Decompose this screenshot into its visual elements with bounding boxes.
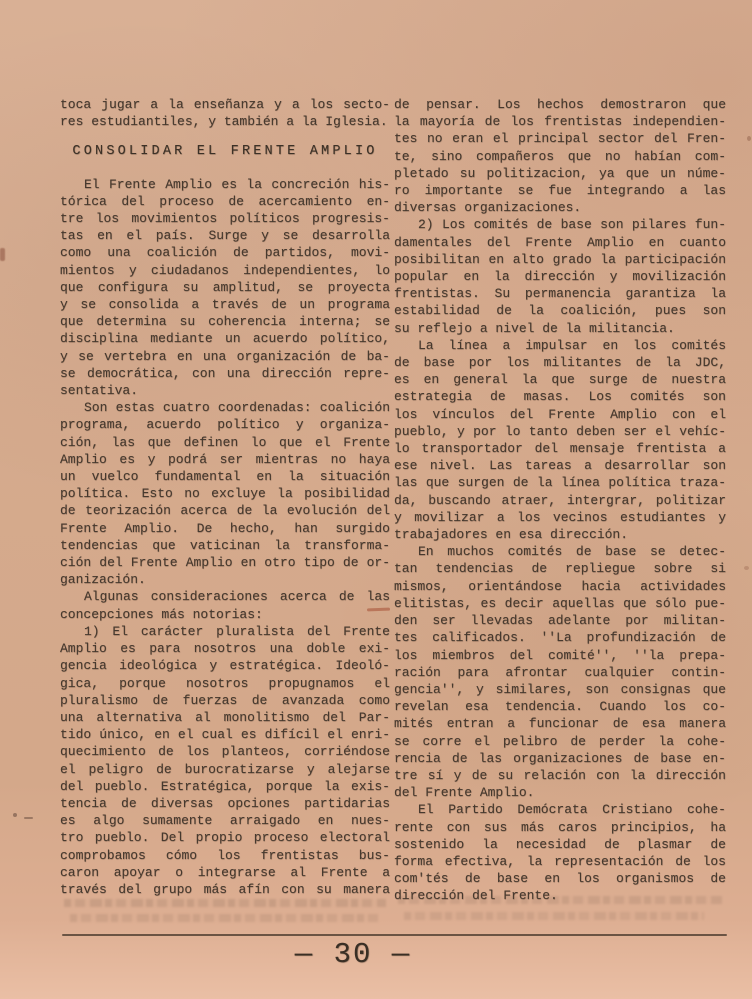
text-line: ración para afrontar cualquier contin- <box>394 664 726 680</box>
text-line: sostenido la necesidad de plasmar de <box>394 836 726 852</box>
text-line: gencia'', y similares, son consignas que <box>394 681 726 697</box>
text-line: los miembros del comité'', ''la prepa- <box>394 647 726 663</box>
text-line: las que surgen de la línea política traza- <box>394 475 726 491</box>
text-line: través del grupo más afín con su manera <box>60 881 390 897</box>
text-line: Son estas cuatro coordenadas: coalición <box>84 400 390 416</box>
text-column-right <box>394 96 726 905</box>
text-line: frentistas. Su permanencia garantiza la <box>394 286 726 302</box>
text-line: la mayoría de los frentistas independien- <box>394 114 726 130</box>
text-line: tan tendencias de repliegue sobre si <box>394 561 726 577</box>
text-line: tes no eran el principal sector del Fren- <box>394 131 726 147</box>
text-line: concepciones más notorias: <box>60 606 263 622</box>
text-line: mismos, orientándose hacia actividades <box>394 578 726 594</box>
text-line: los vínculos del Frente Amplio con el <box>394 406 726 422</box>
ink-speck <box>24 817 33 819</box>
text-line: Algunas consideraciones acerca de las <box>84 589 390 605</box>
text-line: Amplio es y podrá ser mientras no haya <box>60 451 390 467</box>
text-line: 2) Los comités de base son pilares fun- <box>418 217 726 233</box>
text-line: de base por los militantes de la JDC, <box>394 355 726 371</box>
text-line: damentales del Frente Amplio en cuanto <box>394 234 726 250</box>
text-line: elitistas, es decir aquellas que sólo pue- <box>394 595 726 611</box>
text-line: dirección del Frente. <box>394 888 558 904</box>
text-line: tre sí y de su relación con la dirección <box>394 767 726 783</box>
bleedthrough-text <box>398 896 722 904</box>
text-line: estrategia de masas. Los comités son <box>394 389 726 405</box>
text-line: un vuelco fundamental en la situación <box>60 469 390 485</box>
text-line: gica, porque nosotros propugnamos el <box>60 675 390 691</box>
text-line: La línea a impulsar en los comités <box>418 337 726 353</box>
text-line: tendencias que vaticinan la transforma- <box>60 537 390 553</box>
text-line: de pensar. Los hechos demostraron que <box>394 97 726 112</box>
bleedthrough-text <box>404 912 704 920</box>
text-line: trabajadores en esa dirección. <box>394 527 629 543</box>
page-number: — 30 — <box>294 938 412 971</box>
ink-speck <box>13 813 17 817</box>
text-line: tido único, en el cual es difícil el enri- <box>60 727 390 743</box>
text-line: una alternativa al monolitismo del Par- <box>60 709 390 725</box>
text-line: se democrática, con una dirección repre- <box>60 365 390 381</box>
ink-speck <box>744 566 749 570</box>
text-line: como una coalición de partidos, movi- <box>60 245 390 261</box>
text-line: tre los movimientos políticos progresis- <box>60 211 390 227</box>
text-line: caron apoyar o integrarse al Frente a <box>60 864 390 880</box>
text-line: el peligro de burocratizarse y alejarse <box>60 761 390 777</box>
text-line: toca jugar a la enseñanza y a los secto- <box>60 97 390 112</box>
text-line: posibilitan en alto grado la participación <box>394 251 726 267</box>
text-line: pueblo, y por lo tanto deben ser el vehíc- <box>394 423 726 439</box>
text-line: que configura su amplitud, se proyecta <box>60 279 390 295</box>
text-line: Frente Amplio. De hecho, han surgido <box>60 520 390 536</box>
text-line: Amplio es para nosotros una doble exi- <box>60 641 390 657</box>
text-line: pluralismo de fuerzas de avanzada como <box>60 692 390 708</box>
text-line: En muchos comités de base se detec- <box>418 544 726 560</box>
text-line: diversas organizaciones. <box>394 200 582 216</box>
text-line: forma efectiva, la representación de los <box>394 853 726 869</box>
text-line: del Frente Amplio. <box>394 785 535 801</box>
text-line: que determina su coherencia interna; se <box>60 314 390 330</box>
section-heading: CONSOLIDAR EL FRENTE AMPLIO <box>72 144 378 160</box>
text-line: estabilidad de la coalición, pues son <box>394 303 726 319</box>
text-line: res estudiantiles, y también a la Iglesia. <box>60 114 388 130</box>
text-line: pletado su politizacion, ya que un núme- <box>394 165 726 181</box>
text-line: programa, acuerdo político y organiza- <box>60 417 390 433</box>
text-line: lo transportador del mensaje frentista a <box>394 441 726 457</box>
text-line: es en general la que surge de nuestra <box>394 372 726 388</box>
text-line: El Frente Amplio es la concreción his- <box>84 176 390 192</box>
text-line: comprobamos cómo los frentistas bus- <box>60 847 390 863</box>
ink-speck <box>747 136 751 141</box>
text-line: ción del Frente Amplio en otro tipo de or- <box>60 555 390 571</box>
bleedthrough-text <box>64 899 386 907</box>
text-line: te, sino compañeros que no habían com- <box>394 148 726 164</box>
ink-speck <box>0 248 5 261</box>
text-line: política. Esto no excluye la posibilidad <box>60 486 390 502</box>
text-line: sentativa. <box>60 383 139 399</box>
text-line: tórica del proceso de acercamiento en- <box>60 193 390 209</box>
text-line: y se vertebra en una organización de ba- <box>60 348 390 364</box>
text-line: tencia de diversas opciones partidarias <box>60 795 390 811</box>
text-line: tas en el país. Surge y se desarrolla <box>60 228 390 244</box>
text-line: gencia ideológica y estratégica. Ideoló- <box>60 658 390 674</box>
text-line: rencia de las organizaciones de base en- <box>394 750 726 766</box>
text-line: El Partido Demócrata Cristiano cohe- <box>418 802 726 818</box>
text-line: den ser llevadas adelante por militan- <box>394 613 726 629</box>
text-line: rente con sus más caros principios, ha <box>394 819 726 835</box>
footer-rule <box>62 934 727 936</box>
text-line: da, buscando atraer, intergrar, politizar <box>394 492 726 508</box>
text-line: revelan esa tendencia. Cuando los co- <box>394 699 726 715</box>
text-line: 1) El carácter pluralista del Frente <box>84 623 390 639</box>
text-line: mientos y ciudadanos independientes, lo <box>60 262 390 278</box>
text-line: tro pueblo. Del propio proceso electoral <box>60 830 390 846</box>
text-line: quecimiento de los planteos, corriéndose <box>60 744 390 760</box>
text-line: de teorización acerca de la evolución del <box>60 503 390 519</box>
text-line: disciplina mediante un acuerdo político, <box>60 331 390 347</box>
text-line: ganización. <box>60 572 146 588</box>
text-line: ro importante se fue integrando a las <box>394 183 726 199</box>
text-line: ese nivel. Las tareas a desarrollar son <box>394 458 726 474</box>
text-line: se corre el pelibro de perder la cohe- <box>394 733 726 749</box>
text-line: es algo sumamente arraigado en nues- <box>60 813 390 829</box>
text-line: del pueblo. Estratégica, porque la exis- <box>60 778 390 794</box>
text-line: y se consolida a través de un programa <box>60 297 390 313</box>
text-line: su reflejo a nivel de la militancia. <box>394 320 675 336</box>
text-line: tes calificados. ''La profundización de <box>394 630 726 646</box>
bleedthrough-text <box>70 914 378 922</box>
text-column-left <box>60 96 390 898</box>
text-line: y movilizar a los vecinos estudiantes y <box>394 509 726 525</box>
text-line: popular en la dirección y movilización <box>394 269 726 285</box>
text-line: com'tés de base en los organismos de <box>394 871 726 887</box>
text-line: ción, las que definen lo que el Frente <box>60 434 390 450</box>
text-line: mités entran a funcionar de esa manera <box>394 716 726 732</box>
